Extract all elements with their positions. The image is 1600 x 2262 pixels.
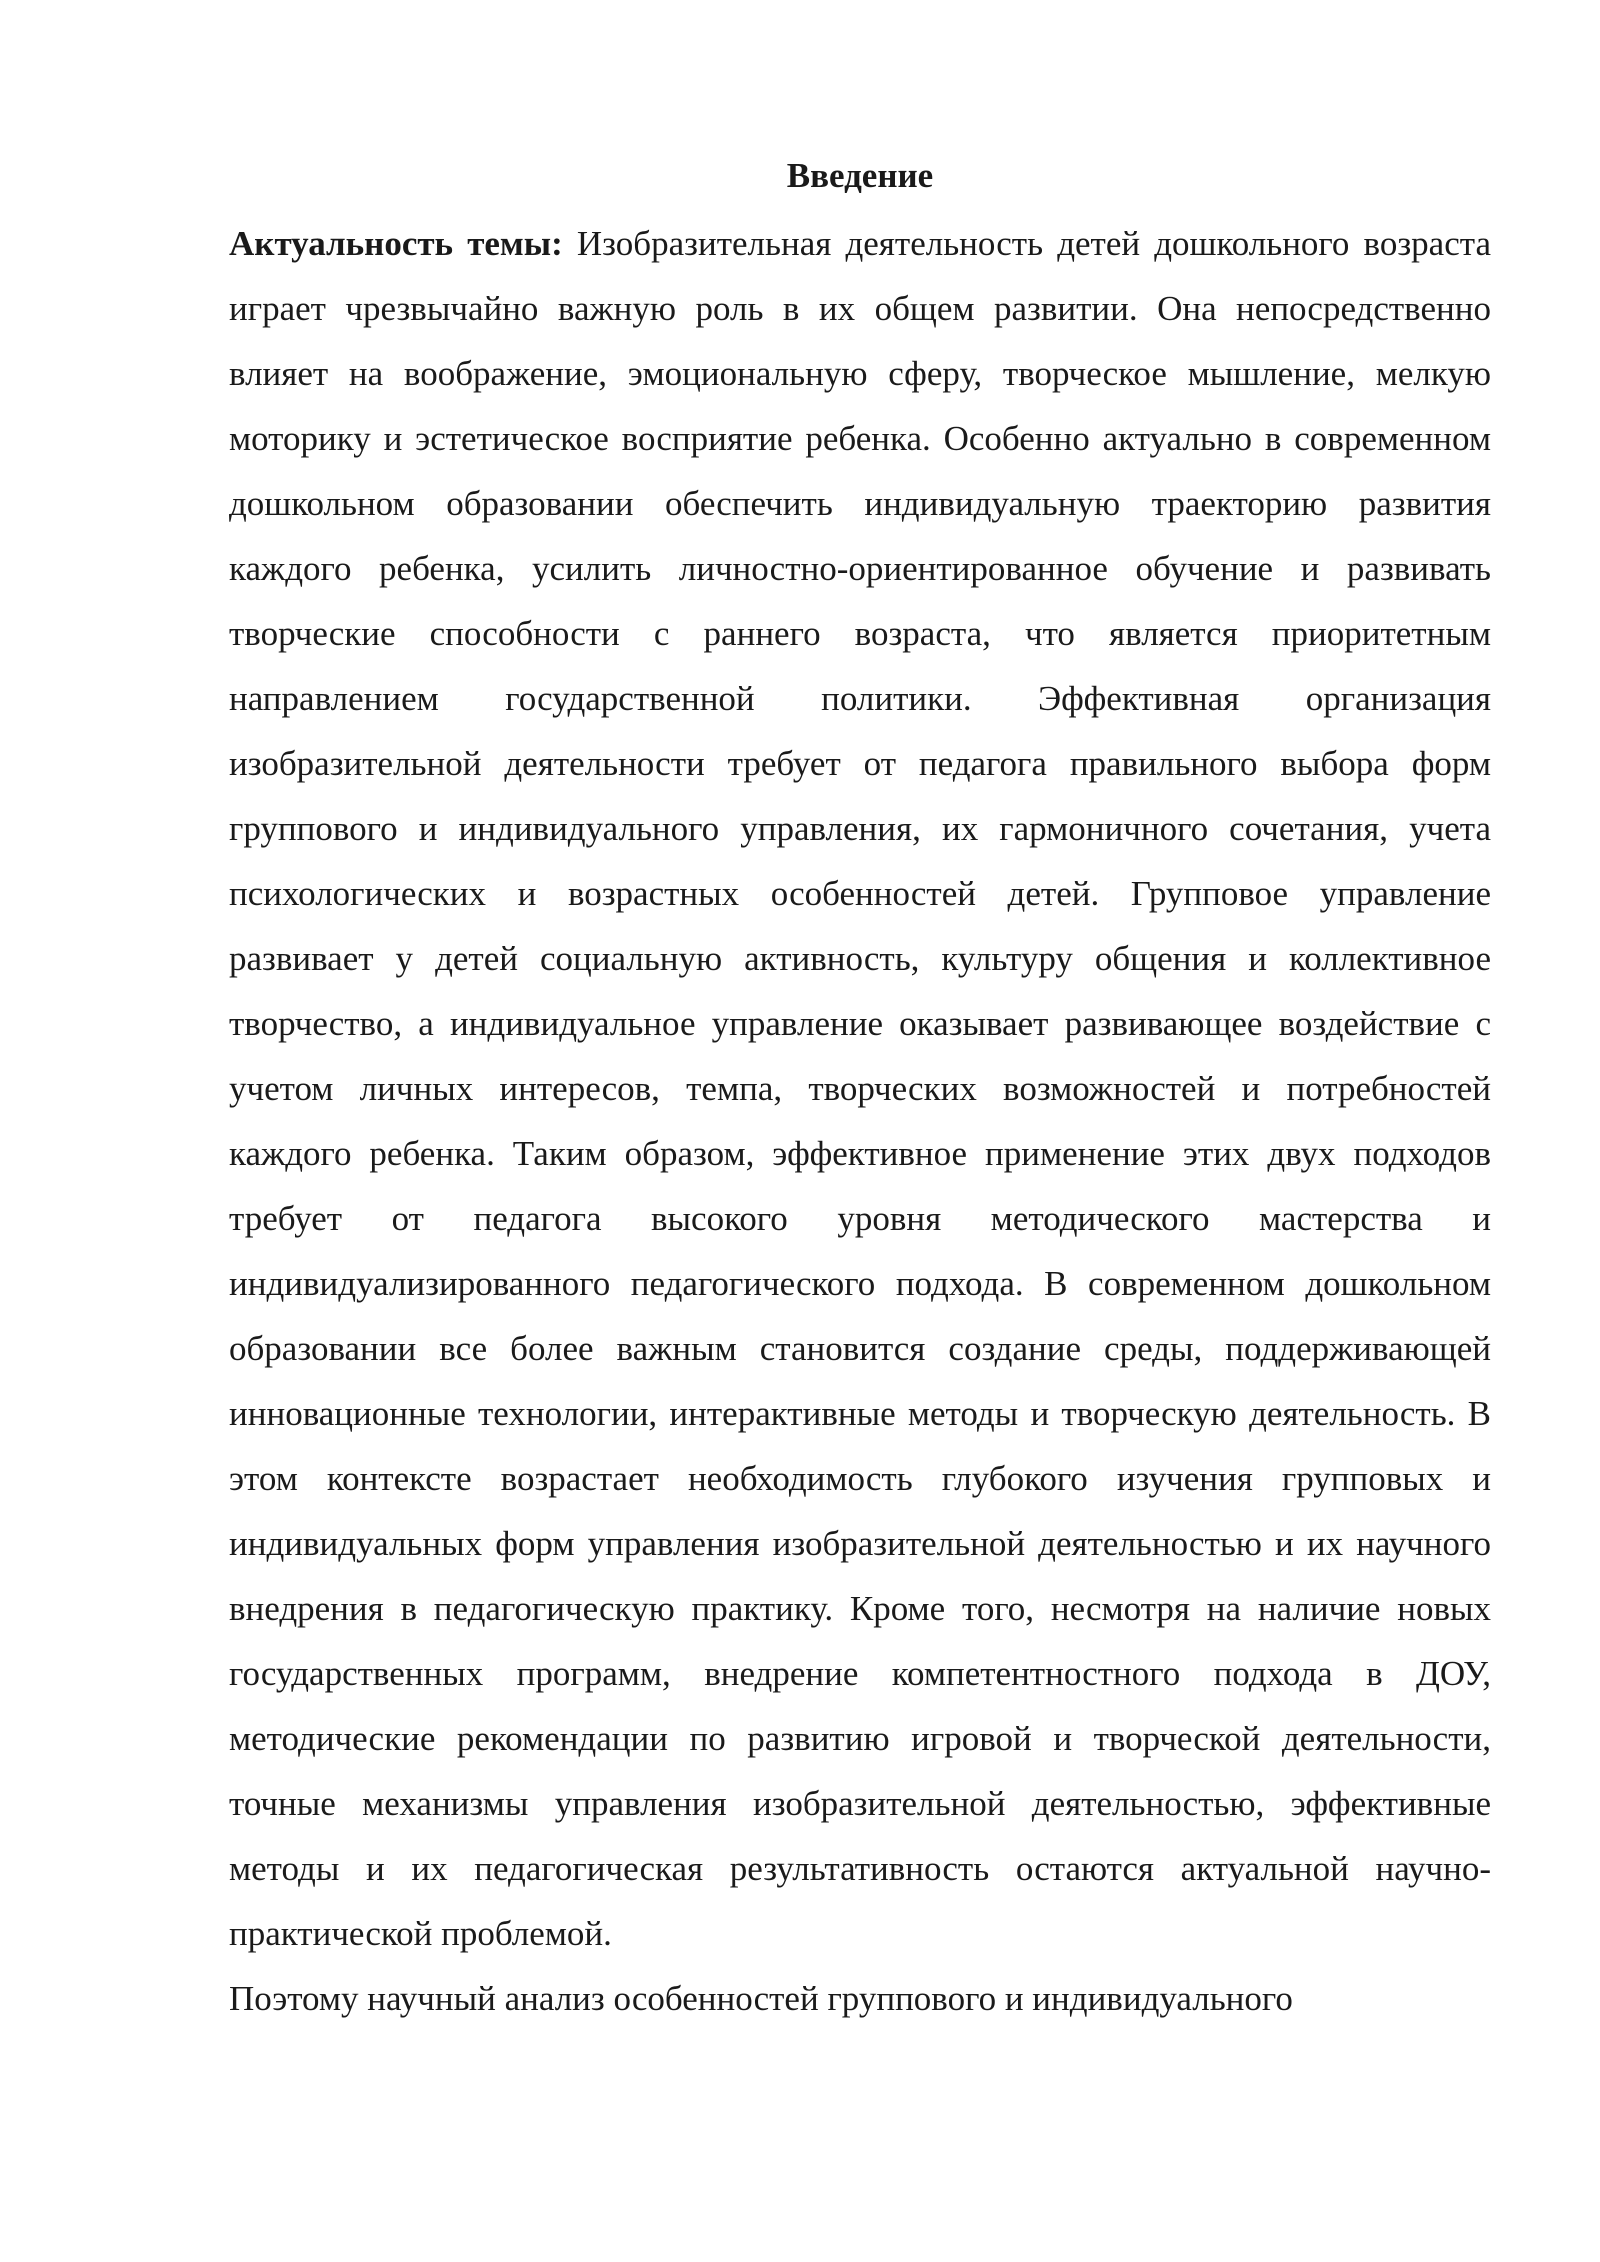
paragraph-continuation xyxy=(229,1966,1491,2031)
paragraph-relevance xyxy=(229,211,1491,1966)
section-title: Введение xyxy=(786,156,934,195)
paragraph-body: Поэтому научный анализ особенностей группового и индивидуального xyxy=(229,1979,1293,2018)
paragraph-body: Изобразительная деятельность детей дошкольного возраста играет чрезвычайно важную роль в их общем развитии. Она непосредственно влияет на воображение, эмоциональную сферу, творческое мышление, мелкую моторику и эстетическое восприятие ребенка. Особенно актуально в современном дошкольном образовании обеспечить индивидуальную траекторию развития каждого ребенка, усилить личностно-ориентированное обучение и развивать творческие способности с раннего возраста, что является приоритетным направлением государственной политики. Эффективная организация изобразительной деятельности требует от педагога правильного выбора форм группового и индивидуального управления, их гармоничного сочетания, учета психологических и возрастных особенностей детей. Групповое управление развивает у детей социальную активность, культуру общения и коллективное творчество, а индивидуальное управление оказывает развивающее воздействие с учетом личных интересов, темпа, творческих возможностей и потребностей каждого ребенка. Таким образом, эффективное применение этих двух подходов требует от педагога высокого уровня методического мастерства и индивидуализированного педагогического подхода. В современном дошкольном образовании все более важным становится создание среды, поддерживающей инновационные технологии, интерактивные методы и творческую деятельность. В этом контексте возрастает необходимость глубокого изучения групповых и индивидуальных форм управления изобразительной деятельностью и их научного внедрения в педагогическую практику. Кроме того, несмотря на наличие новых государственных программ, внедрение компетентностного подхода в ДОУ, методические рекомендации по развитию игровой и творческой деятельности, точные механизмы управления изобразительной деятельностью, эффективные методы и их педагогическая результативность остаются актуальной научно-практической проблемой. xyxy=(229,224,1491,1953)
paragraph-lead: Актуальность темы: xyxy=(229,224,563,263)
page-content xyxy=(229,146,1491,2031)
